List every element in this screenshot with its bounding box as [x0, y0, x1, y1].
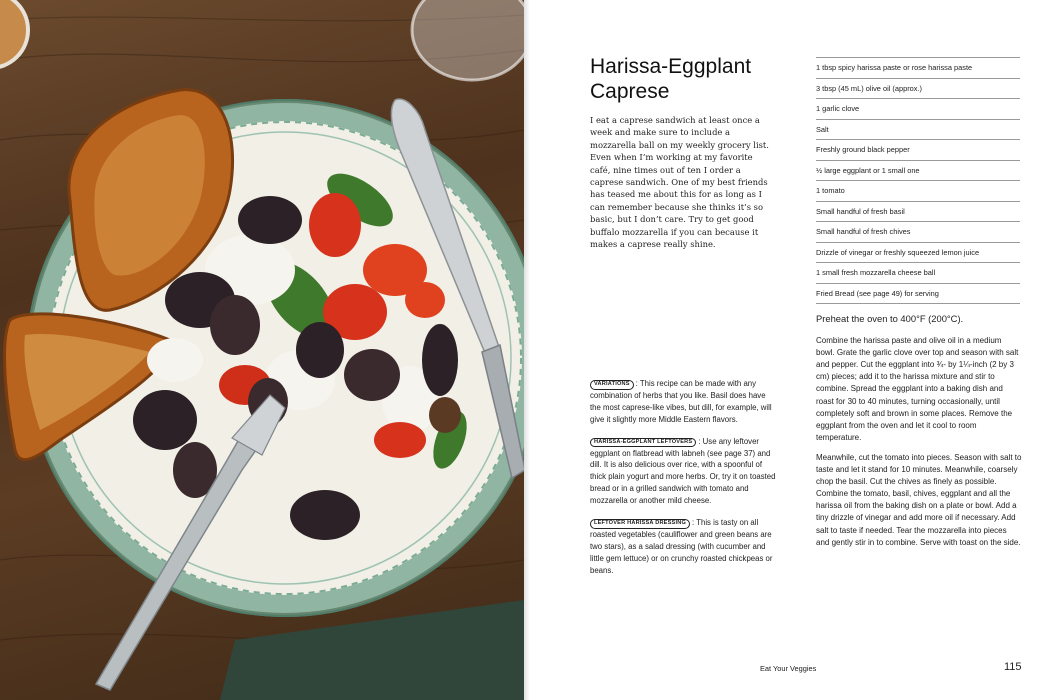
- food-photo: [0, 0, 524, 700]
- glass: [412, 0, 524, 80]
- note-tag: HARISSA-EGGPLANT LEFTOVERS: [590, 438, 696, 448]
- recipe-title: Harissa-Eggplant Caprese: [590, 55, 752, 103]
- ingredient-item: Freshly ground black pepper: [816, 140, 1020, 161]
- ingredient-item: 1 tbsp spicy harissa paste or rose harissa paste: [816, 58, 1020, 79]
- method-step: Preheat the oven to 400°F (200°C).: [816, 313, 964, 324]
- ingredient-item: 1 small fresh mozzarella cheese ball: [816, 263, 1020, 284]
- ingredient-item: Small handful of fresh chives: [816, 222, 1020, 243]
- recipe-intro: I eat a caprese sandwich at least once a week and make sure to include a mozzarella ball on my weekly grocery list. Even when I’m working at my favorite café, nine times out of ten I order a caprese sandwich. One of my best friends has teased me about this for as long as I can remember because she thinks it’s so basic, but I don’t care. Try to get good buffalo mozzarella if you can because it makes a caprese really shine.: [590, 115, 769, 250]
- page-number: 115: [1004, 661, 1022, 673]
- ingredient-item: 1 garlic clove: [816, 99, 1020, 120]
- ingredient-item: Fried Bread (see page 49) for serving: [816, 284, 1020, 305]
- note-text: : Use any leftover eggplant on flatbread with labneh (see page 37) and dill. It is also delicious over rice, with a spoonful of thick plain yogurt and more herbs. Or, try it on toasted bread or in a grilled sandwich with tomato and mozzarella or another mild cheese.: [590, 436, 776, 506]
- ingredient-item: 3 tbsp (45 mL) olive oil (approx.): [816, 79, 1020, 100]
- ingredient-list: [816, 57, 1020, 304]
- ingredient-item: Drizzle of vinegar or freshly squeezed lemon juice: [816, 243, 1020, 264]
- recipe-notes: [590, 378, 778, 587]
- note-dressing: [590, 517, 778, 577]
- page-gutter: [524, 0, 530, 700]
- ingredient-item: Small handful of fresh basil: [816, 202, 1020, 223]
- method-step: Meanwhile, cut the tomato into pieces. Season with salt to taste and let it stand for 10 minutes. Meanwhile, coarsely chop the basil. Cut the chives as finely as possible. Combine the tomato, basil, chives, eggplant and all the harissa oil from the baking dish on a plate or bowl. Add a tiny drizzle of vinegar and add more oil if necessary. Add salt to taste if needed. Tear the mozzarella into pieces and gently stir in to combine. Serve with toast on the side.: [816, 452, 1022, 547]
- note-tag: LEFTOVER HARISSA DRESSING: [590, 519, 690, 529]
- note-text: : This is tasty on all roasted vegetables (cauliflower and green beans are two stars), as a salad dressing (with cucumber and little gem lettuce) or on crunchy roasted chickpeas or beans.: [590, 518, 773, 575]
- note-text: : This recipe can be made with any combination of herbs that you like. Basil does have the most caprese-like vibes, but dill, for example, will give it slightly more Middle Eastern flavors.: [590, 379, 772, 424]
- ingredient-item: ½ large eggplant or 1 small one: [816, 161, 1020, 182]
- method-steps: [816, 313, 1022, 557]
- method-step: Combine the harissa paste and olive oil in a medium bowl. Grate the garlic clove over top and season with salt and pepper. Cut the eggplant into ¾- by 1¼-inch (2 by 3 cm) pieces; add it to the harissa mixture and stir to combine. Spread the eggplant into a baking dish and roast for 30 to 40 minutes, turning occasionally, until completely soft and brown in some places. Remove the eggplant from the oven and let it cool to room temperature.: [816, 336, 1019, 442]
- note-tag: VARIATIONS: [590, 380, 634, 390]
- ingredient-item: Salt: [816, 120, 1020, 141]
- note-variations: [590, 378, 778, 426]
- ingredient-item: 1 tomato: [816, 181, 1020, 202]
- note-leftovers: [590, 436, 778, 507]
- footer-section-title: Eat Your Veggies: [760, 664, 817, 673]
- food-photo-illustration: [0, 0, 524, 700]
